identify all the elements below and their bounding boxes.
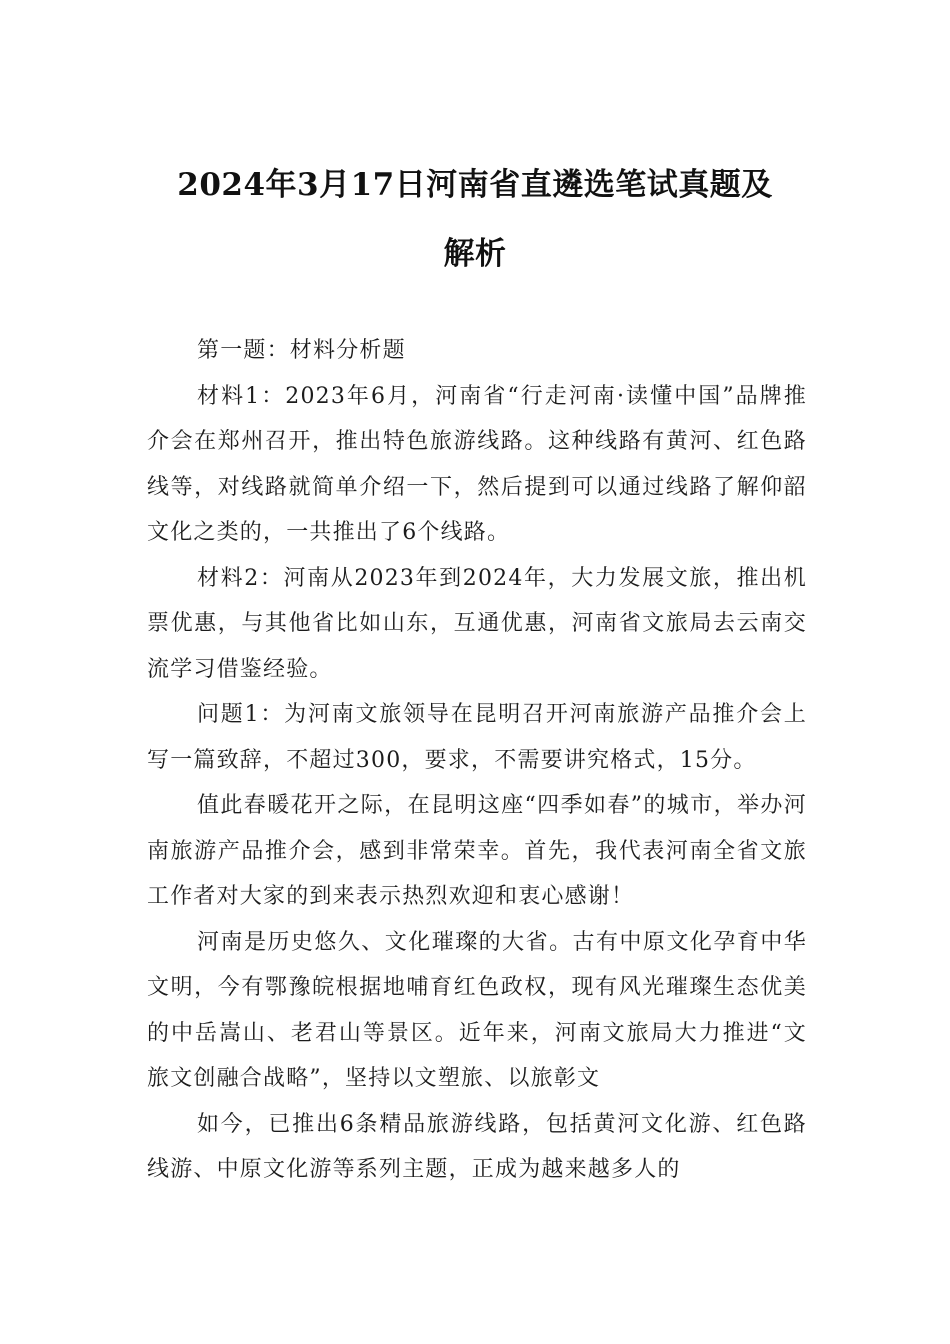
answer-paragraph-1: 值此春暖花开之际，在昆明这座“四季如春”的城市，举办河南旅游产品推介会，感到非常荣幸。首先，我代表河南全省文旅工作者对大家的到来表示热烈欢迎和衷心感谢！ bbox=[147, 793, 807, 909]
answer-paragraph-3: 如今，已推出6条精品旅游线路，包括黄河文化游、红色路线游、中原文化游等系列主题，正成为越来越多人的 bbox=[147, 1111, 807, 1182]
answer-paragraph-2: 河南是历史悠久、文化璀璨的大省。古有中原文化孕育中华文明，今有鄂豫皖根据地哺育红色政权，现有风光璀璨生态优美的中岳嵩山、老君山等景区。近年来，河南文旅局大力推进“文旅文创融合战略”，坚持以文塑旅、以旅彰文 bbox=[147, 929, 807, 1091]
document-title-line-2: 解析 bbox=[443, 236, 507, 272]
section-heading: 第一题：材料分析题 bbox=[197, 338, 406, 363]
document-body bbox=[147, 328, 807, 1193]
material-1-paragraph: 材料1：2023年6月，河南省“行走河南·读懂中国”品牌推介会在郑州召开，推出特色旅游线路。这种线路有黄河、红色路线等，对线路就简单介绍一下，然后提到可以通过线路了解仰韶文化之类的，一共推出了6个线路。 bbox=[147, 383, 807, 545]
question-1-paragraph: 问题1：为河南文旅领导在昆明召开河南旅游产品推介会上写一篇致辞，不超过300，要求，不需要讲究格式，15分。 bbox=[147, 702, 807, 773]
material-2-paragraph: 材料2：河南从2023年到2024年，大力发展文旅，推出机票优惠，与其他省比如山东，互通优惠，河南省文旅局去云南交流学习借鉴经验。 bbox=[147, 565, 807, 682]
document-title-line-1: 2024年3月17日河南省直遴选笔试真题及 bbox=[177, 167, 773, 203]
